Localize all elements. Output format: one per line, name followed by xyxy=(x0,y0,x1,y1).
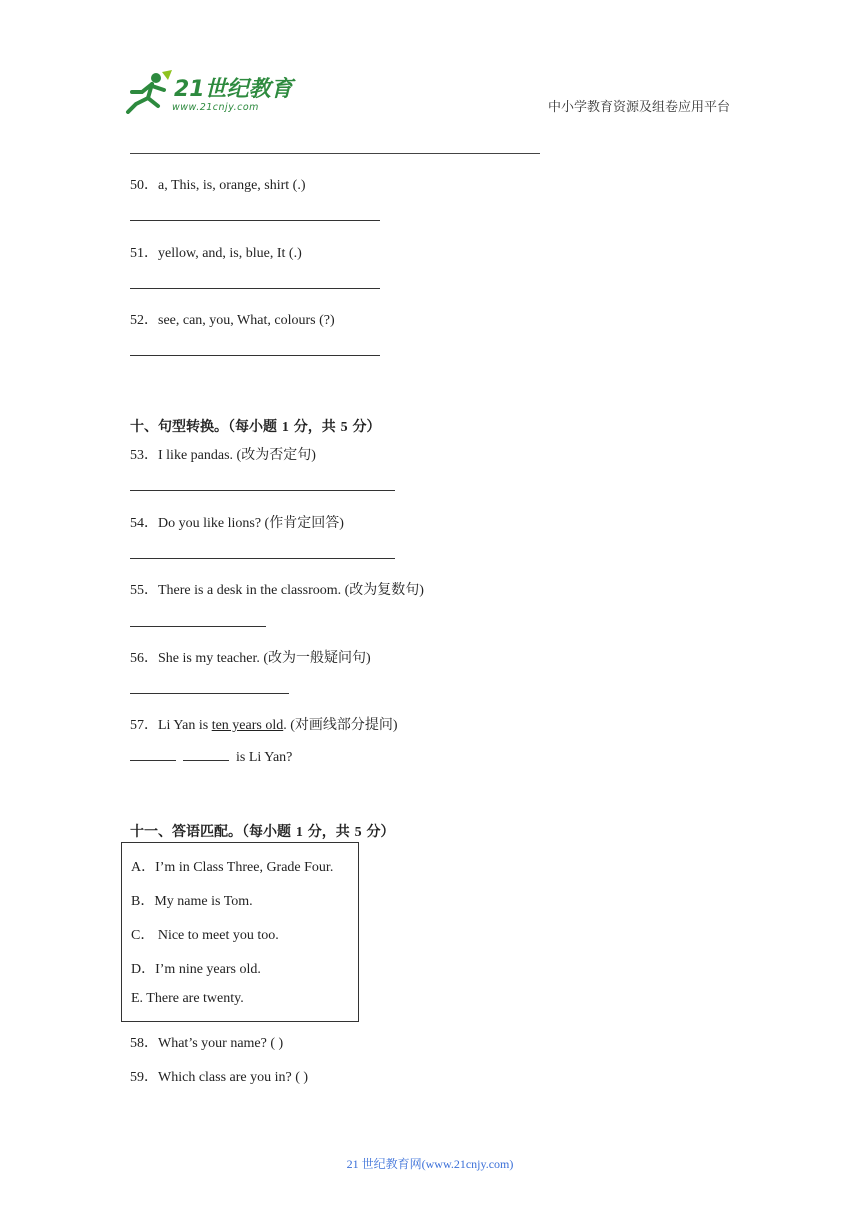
choices-box xyxy=(121,842,359,1022)
question-57: 57．Li Yan is ten years old. (对画线部分提问) xyxy=(130,718,398,733)
question-54: 54．Do you like lions? (作肯定回答) xyxy=(130,516,344,531)
question-50: 50．a, This, is, orange, shirt (.) xyxy=(130,178,306,193)
section-title-11: 十一、答语匹配。（每小题 1 分，共 5 分） xyxy=(130,824,395,840)
question-58: 58．What’s your name? ( ) xyxy=(130,1036,284,1051)
question-51: 51．yellow, and, is, blue, It (.) xyxy=(130,246,302,261)
choice-e: E. There are twenty. xyxy=(131,991,244,1006)
question-56: 56．She is my teacher. (改为一般疑问句) xyxy=(130,651,371,666)
choice-a: A．I’m in Class Three, Grade Four. xyxy=(131,860,334,875)
choice-b: B．My name is Tom. xyxy=(131,894,253,909)
question-59: 59．Which class are you in? ( ) xyxy=(130,1070,309,1085)
choice-d: D．I’m nine years old. xyxy=(131,962,261,977)
blank-57a[interactable] xyxy=(130,748,176,761)
answer-line-52[interactable] xyxy=(130,355,380,356)
logo-text: 21世纪教育 xyxy=(174,77,293,102)
answer-line-51[interactable] xyxy=(130,288,380,289)
answer-line-53[interactable] xyxy=(130,490,395,491)
answer-line-54[interactable] xyxy=(130,558,395,559)
underlined-phrase: ten years old xyxy=(211,718,284,733)
question-55: 55．There is a desk in the classroom. (改为复数句) xyxy=(130,583,424,598)
header-tagline: 中小学教育资源及组卷应用平台 xyxy=(548,100,731,115)
page-footer: 21 世纪教育网(www.21cnjy.com) xyxy=(346,1157,514,1171)
answer-line-50[interactable] xyxy=(130,220,380,221)
blank-57b[interactable] xyxy=(183,748,229,761)
choice-c: C． Nice to meet you too. xyxy=(131,928,279,943)
site-logo xyxy=(122,70,292,116)
section-title-10: 十、句型转换。（每小题 1 分，共 5 分） xyxy=(130,419,381,435)
answer-57: is Li Yan? xyxy=(130,748,292,766)
answer-line-56[interactable] xyxy=(130,693,289,694)
header-divider xyxy=(130,153,540,154)
runner-logo-icon xyxy=(122,70,174,114)
answer-line-55[interactable] xyxy=(130,626,266,627)
question-52: 52．see, can, you, What, colours (?) xyxy=(130,313,335,328)
logo-url: www.21cnjy.com xyxy=(172,102,259,113)
question-53: 53．I like pandas. (改为否定句) xyxy=(130,448,316,463)
